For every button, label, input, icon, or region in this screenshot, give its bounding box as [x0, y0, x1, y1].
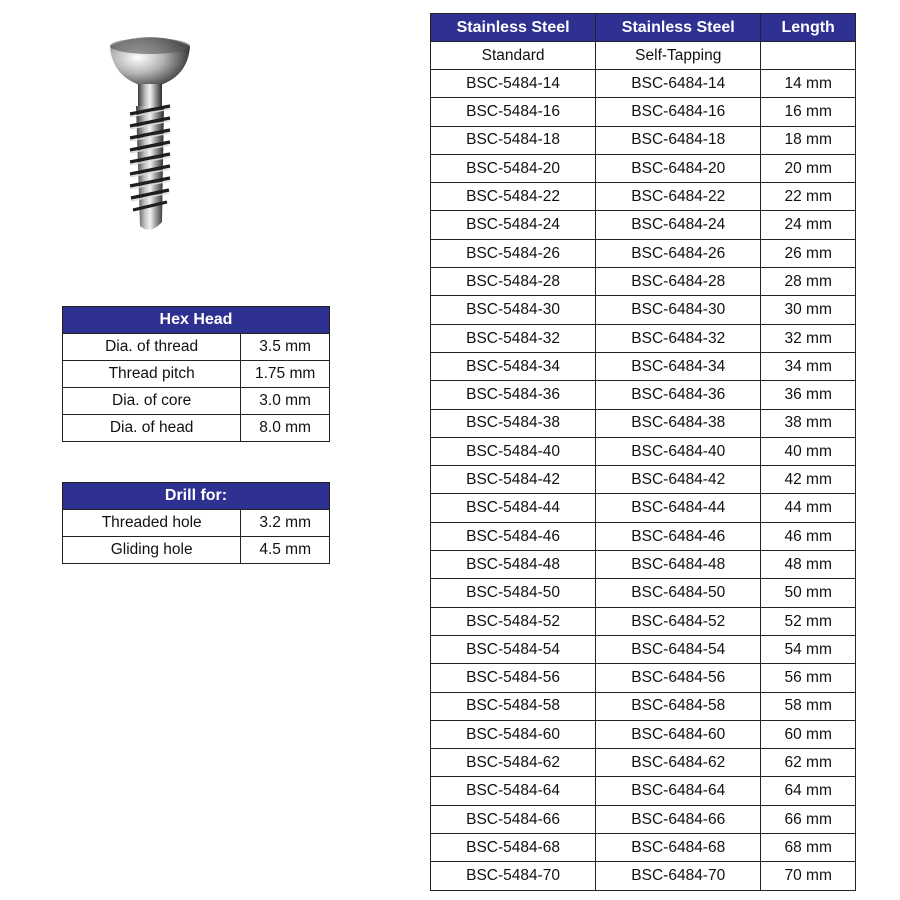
standard-part-number: BSC-5484-70 [431, 862, 596, 890]
self-tapping-part-number: BSC-6484-66 [596, 805, 761, 833]
table-row [431, 720, 856, 748]
spec-label: Dia. of thread [63, 334, 241, 361]
self-tapping-part-number: BSC-6484-38 [596, 409, 761, 437]
self-tapping-part-number: BSC-6484-70 [596, 862, 761, 890]
table-row [431, 749, 856, 777]
spec-row [63, 415, 330, 442]
spec-label: Dia. of head [63, 415, 241, 442]
self-tapping-part-number: BSC-6484-52 [596, 607, 761, 635]
length-value: 52 mm [761, 607, 856, 635]
hex-head-title: Hex Head [63, 307, 330, 334]
table-row [431, 296, 856, 324]
self-tapping-part-number: BSC-6484-20 [596, 154, 761, 182]
table-row [431, 777, 856, 805]
length-value: 32 mm [761, 324, 856, 352]
self-tapping-part-number: BSC-6484-56 [596, 664, 761, 692]
self-tapping-part-number: BSC-6484-54 [596, 635, 761, 663]
self-tapping-part-number: BSC-6484-30 [596, 296, 761, 324]
standard-part-number: BSC-5484-42 [431, 466, 596, 494]
standard-part-number: BSC-5484-54 [431, 635, 596, 663]
standard-part-number: BSC-5484-60 [431, 720, 596, 748]
table-row [431, 437, 856, 465]
standard-part-number: BSC-5484-48 [431, 551, 596, 579]
spec-value: 3.2 mm [241, 510, 330, 537]
length-value: 62 mm [761, 749, 856, 777]
standard-part-number: BSC-5484-68 [431, 834, 596, 862]
header-standard: Stainless Steel [431, 14, 596, 42]
standard-part-number: BSC-5484-64 [431, 777, 596, 805]
length-value: 38 mm [761, 409, 856, 437]
spec-row [63, 537, 330, 564]
table-row [431, 607, 856, 635]
length-value: 68 mm [761, 834, 856, 862]
table-row [431, 466, 856, 494]
catalog-body [431, 70, 856, 891]
self-tapping-part-number: BSC-6484-42 [596, 466, 761, 494]
self-tapping-part-number: BSC-6484-60 [596, 720, 761, 748]
spec-label: Threaded hole [63, 510, 241, 537]
self-tapping-part-number: BSC-6484-62 [596, 749, 761, 777]
table-row [431, 551, 856, 579]
self-tapping-part-number: BSC-6484-46 [596, 522, 761, 550]
standard-part-number: BSC-5484-40 [431, 437, 596, 465]
self-tapping-part-number: BSC-6484-28 [596, 268, 761, 296]
length-value: 66 mm [761, 805, 856, 833]
standard-part-number: BSC-5484-28 [431, 268, 596, 296]
length-value: 14 mm [761, 70, 856, 98]
hex-head-table [62, 306, 330, 442]
self-tapping-part-number: BSC-6484-44 [596, 494, 761, 522]
table-row [431, 862, 856, 890]
table-row [431, 579, 856, 607]
self-tapping-part-number: BSC-6484-64 [596, 777, 761, 805]
header-self-tapping: Stainless Steel [596, 14, 761, 42]
table-row [431, 126, 856, 154]
table-row [431, 239, 856, 267]
standard-part-number: BSC-5484-52 [431, 607, 596, 635]
spec-value: 3.5 mm [241, 334, 330, 361]
table-row [431, 664, 856, 692]
length-value: 28 mm [761, 268, 856, 296]
length-value: 60 mm [761, 720, 856, 748]
length-value: 46 mm [761, 522, 856, 550]
table-row [431, 154, 856, 182]
spec-row [63, 388, 330, 415]
self-tapping-part-number: BSC-6484-18 [596, 126, 761, 154]
standard-part-number: BSC-5484-24 [431, 211, 596, 239]
standard-part-number: BSC-5484-14 [431, 70, 596, 98]
table-row [431, 834, 856, 862]
table-row [431, 805, 856, 833]
self-tapping-part-number: BSC-6484-48 [596, 551, 761, 579]
table-row [431, 494, 856, 522]
table-row [431, 522, 856, 550]
spec-label: Dia. of core [63, 388, 241, 415]
length-value: 30 mm [761, 296, 856, 324]
self-tapping-part-number: BSC-6484-34 [596, 352, 761, 380]
standard-part-number: BSC-5484-44 [431, 494, 596, 522]
self-tapping-part-number: BSC-6484-14 [596, 70, 761, 98]
spec-value: 3.0 mm [241, 388, 330, 415]
table-row [431, 352, 856, 380]
table-row [431, 211, 856, 239]
self-tapping-part-number: BSC-6484-24 [596, 211, 761, 239]
table-row [431, 692, 856, 720]
length-value: 44 mm [761, 494, 856, 522]
table-row [431, 381, 856, 409]
length-value: 54 mm [761, 635, 856, 663]
table-row [431, 268, 856, 296]
self-tapping-part-number: BSC-6484-68 [596, 834, 761, 862]
spec-label: Gliding hole [63, 537, 241, 564]
self-tapping-part-number: BSC-6484-32 [596, 324, 761, 352]
length-value: 42 mm [761, 466, 856, 494]
spec-label: Thread pitch [63, 361, 241, 388]
spec-value: 1.75 mm [241, 361, 330, 388]
standard-part-number: BSC-5484-26 [431, 239, 596, 267]
self-tapping-part-number: BSC-6484-50 [596, 579, 761, 607]
length-value: 16 mm [761, 98, 856, 126]
self-tapping-part-number: BSC-6484-22 [596, 183, 761, 211]
standard-part-number: BSC-5484-66 [431, 805, 596, 833]
table-row [431, 183, 856, 211]
standard-part-number: BSC-5484-34 [431, 352, 596, 380]
length-value: 58 mm [761, 692, 856, 720]
header-length: Length [761, 14, 856, 42]
spec-row [63, 510, 330, 537]
drill-title: Drill for: [63, 483, 330, 510]
length-value: 26 mm [761, 239, 856, 267]
spec-value: 8.0 mm [241, 415, 330, 442]
standard-part-number: BSC-5484-20 [431, 154, 596, 182]
standard-part-number: BSC-5484-46 [431, 522, 596, 550]
standard-part-number: BSC-5484-56 [431, 664, 596, 692]
standard-part-number: BSC-5484-36 [431, 381, 596, 409]
bone-screw-icon [100, 30, 200, 240]
table-row [431, 70, 856, 98]
standard-part-number: BSC-5484-22 [431, 183, 596, 211]
catalog-table [430, 13, 856, 891]
drill-table [62, 482, 330, 564]
subheader-standard: Standard [431, 42, 596, 70]
length-value: 18 mm [761, 126, 856, 154]
length-value: 24 mm [761, 211, 856, 239]
length-value: 70 mm [761, 862, 856, 890]
self-tapping-part-number: BSC-6484-16 [596, 98, 761, 126]
length-value: 36 mm [761, 381, 856, 409]
self-tapping-part-number: BSC-6484-58 [596, 692, 761, 720]
spec-value: 4.5 mm [241, 537, 330, 564]
length-value: 20 mm [761, 154, 856, 182]
standard-part-number: BSC-5484-30 [431, 296, 596, 324]
standard-part-number: BSC-5484-50 [431, 579, 596, 607]
standard-part-number: BSC-5484-38 [431, 409, 596, 437]
standard-part-number: BSC-5484-58 [431, 692, 596, 720]
self-tapping-part-number: BSC-6484-36 [596, 381, 761, 409]
self-tapping-part-number: BSC-6484-26 [596, 239, 761, 267]
length-value: 34 mm [761, 352, 856, 380]
length-value: 40 mm [761, 437, 856, 465]
length-value: 48 mm [761, 551, 856, 579]
length-value: 22 mm [761, 183, 856, 211]
spec-row [63, 334, 330, 361]
standard-part-number: BSC-5484-16 [431, 98, 596, 126]
length-value: 64 mm [761, 777, 856, 805]
subheader-self-tapping: Self-Tapping [596, 42, 761, 70]
subheader-length [761, 42, 856, 70]
length-value: 50 mm [761, 579, 856, 607]
length-value: 56 mm [761, 664, 856, 692]
standard-part-number: BSC-5484-62 [431, 749, 596, 777]
standard-part-number: BSC-5484-18 [431, 126, 596, 154]
spec-row [63, 361, 330, 388]
table-row [431, 409, 856, 437]
standard-part-number: BSC-5484-32 [431, 324, 596, 352]
table-row [431, 324, 856, 352]
table-row [431, 635, 856, 663]
self-tapping-part-number: BSC-6484-40 [596, 437, 761, 465]
table-row [431, 98, 856, 126]
